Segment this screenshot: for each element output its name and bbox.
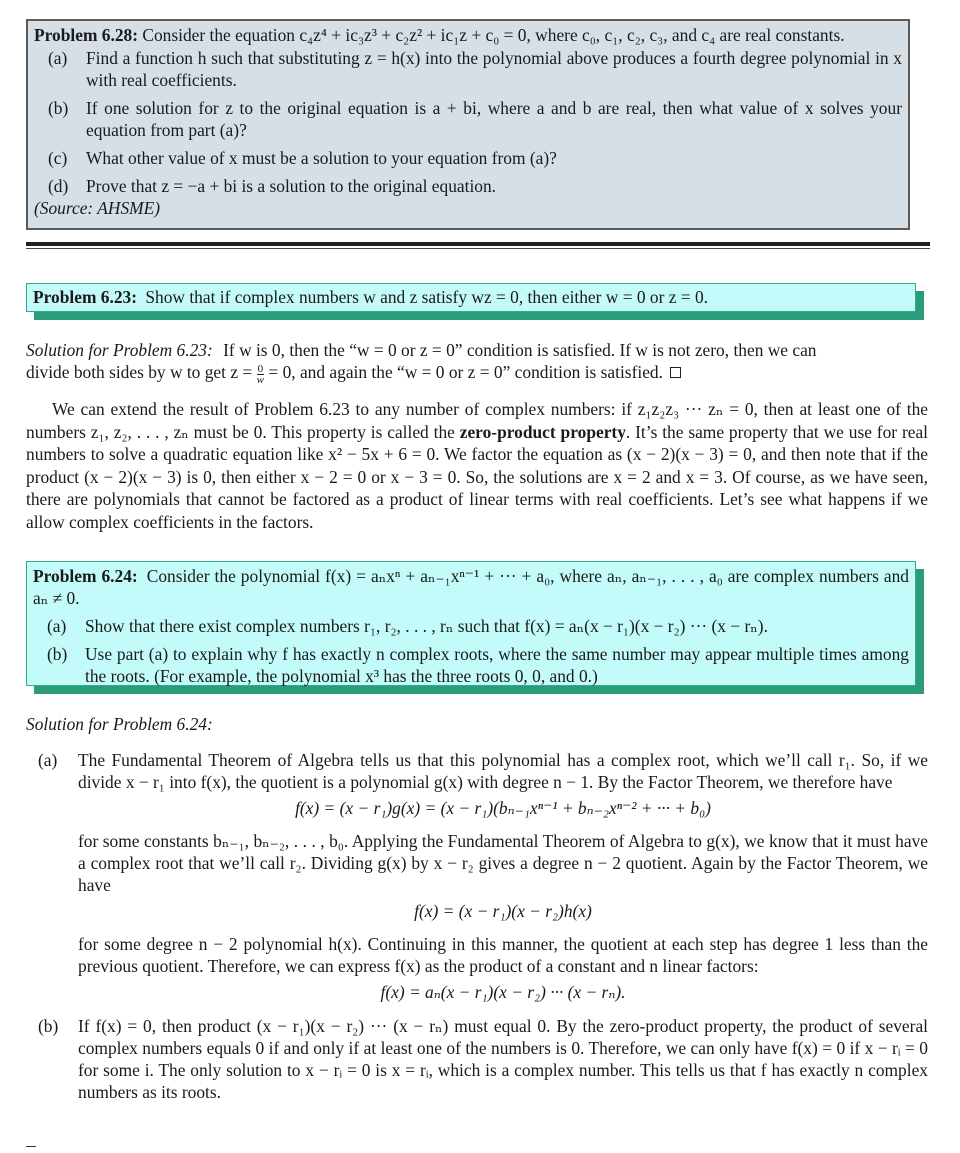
problem-6-28-part-a — [34, 47, 902, 91]
part-a-para-1: The Fundamental Theorem of Algebra tells us that this polynomial has a complex root, which we’ll call r₁. So, if we divide x − r₁ into f(x), the quotient is a polynomial g(x) with degree n − 1. By the Factor Theorem, we therefore have — [78, 750, 928, 792]
solution-6-23-text-2b: = 0, and again the “w = 0 or z = 0” condition is satisfied. — [268, 362, 663, 382]
solution-6-24 — [26, 713, 928, 1103]
solution-6-23-text-1: If w is 0, then the “w = 0 or z = 0” condition is satisfied. If w is not zero, then we can — [223, 340, 817, 360]
fraction-denominator: w — [256, 373, 264, 386]
part-text: Use part (a) to explain why f has exactly n complex roots, where the same number may appear multiple times among the roots. (For example, the polynomial x³ has the three roots 0, 0, and 0.) — [85, 644, 909, 686]
solution-6-24-part-b — [38, 1015, 928, 1103]
solution-6-24-part-a — [38, 749, 928, 1015]
problem-6-28-source: (Source: AHSME) — [34, 198, 161, 218]
equation-2: f(x) = (x − r₁)(x − r₂)h(x) — [414, 901, 592, 921]
solution-6-23-line1 — [26, 339, 928, 361]
part-label: (c) — [48, 148, 68, 168]
problem-6-28-title: Problem 6.28: — [34, 25, 139, 45]
solution-6-23-text-2a: divide both sides by w to get z = — [26, 362, 253, 382]
part-label: (b) — [38, 1016, 59, 1036]
part-label: (d) — [48, 176, 69, 196]
part-label: (a) — [38, 750, 58, 770]
part-a-body — [78, 749, 928, 1015]
zero-product-term: zero-product property — [459, 421, 626, 442]
part-text: Find a function h such that substituting z = h(x) into the polynomial above produces a fourth degree polynomial in x with real coefficients. — [86, 48, 902, 90]
solution-6-23 — [26, 339, 928, 385]
problem-6-24-intro — [33, 565, 909, 609]
fraction-numerator: 0 — [257, 362, 264, 375]
paragraph-part2: . It’s the same property that we use for real numbers to solve a quadratic equation like x² − 5x + 6 = 0. We factor the equation as (x − 2)(x − 3) = 0, and then note that if the product (x − 2)(x − 3) is 0, then either x − 2 = 0 or x − 3 = 0. So, the solutions are x = 2 and x = 3. Of course, as we have seen, there are polynomials that cannot be factored as a product of linear terms with real coefficients. Let’s see what happens if we allow complex coefficients in the factors. — [26, 421, 929, 532]
problem-6-28-part-c — [34, 147, 902, 169]
part-a-para-2: for some constants bₙ₋₁, bₙ₋₂, . . . , b₀. Applying the Fundamental Theorem of Algebra to g(x), we know that it must have a complex root that we’ll call r₂. Dividing g(x) by x − r₂ gives a degree n − 2 quotient. Again by the Factor Theorem, we have — [78, 831, 928, 895]
problem-6-28-part-d — [34, 175, 902, 197]
zero-product-paragraph — [26, 398, 928, 533]
problem-6-24-box — [26, 561, 916, 686]
part-label: (a) — [47, 616, 67, 636]
problem-6-23-text: Show that if complex numbers w and z satisfy wz = 0, then either w = 0 or z = 0. — [145, 287, 708, 307]
equation-1: f(x) = (x − r₁)g(x) = (x − r₁)(bₙ₋₁xⁿ⁻¹ + bₙ₋₂xⁿ⁻² + ··· + b₀) — [295, 798, 711, 818]
part-text: Show that there exist complex numbers r₁, r₂, . . . , rₙ such that f(x) = aₙ(x − r₁)(x − r₂) ··· (x − rₙ). — [85, 616, 768, 636]
solution-6-23-heading: Solution for Problem 6.23: — [26, 340, 213, 360]
page-edge-mark — [26, 1146, 36, 1147]
problem-6-28-intro — [34, 24, 902, 46]
solution-6-23-line2 — [26, 361, 928, 385]
part-label: (b) — [48, 98, 69, 118]
part-a-para-3: for some degree n − 2 polynomial h(x). Continuing in this manner, the quotient at each step has degree 1 less than the previous quotient. Therefore, we can express f(x) as the product of a constant and n linear factors: — [78, 934, 928, 976]
problem-6-24-intro-text: Consider the polynomial f(x) = aₙxⁿ + aₙ₋₁xⁿ⁻¹ + ··· + a₀, where aₙ, aₙ₋₁, . . . , a₀ are complex numbers and aₙ ≠ 0. — [33, 566, 909, 608]
qed-square-icon — [670, 367, 681, 378]
part-label: (b) — [47, 644, 68, 664]
problem-6-24-part-a — [33, 615, 909, 637]
problem-6-23-title: Problem 6.23: — [33, 287, 138, 307]
equation-3: f(x) = aₙ(x − r₁)(x − r₂) ··· (x − rₙ). — [380, 982, 626, 1002]
problem-6-24-title: Problem 6.24: — [33, 566, 138, 586]
problem-6-24-part-b — [33, 643, 909, 687]
paragraph-part1: We can extend the result of Problem 6.23 to any number of complex numbers: if z₁z₂z₃ ··· zₙ = 0, then at least one of the numbers z₁, z₂, . . . , zₙ must be 0. This property is called the — [26, 399, 928, 442]
section-divider-thick — [26, 242, 930, 246]
part-text: What other value of x must be a solution to your equation from (a)? — [86, 148, 557, 168]
part-label: (a) — [48, 48, 68, 68]
part-text: Prove that z = −a + bi is a solution to the original equation. — [86, 176, 497, 196]
part-b-text: If f(x) = 0, then product (x − r₁)(x − r₂) ··· (x − rₙ) must equal 0. By the zero-product property, the product of several complex numbers equals 0 if and only if at least one of the numbers is 0. Therefore, we can only have f(x) = 0 if x − rᵢ = 0 for some i. The only solution to x − rᵢ = 0 is x = rᵢ, which is a complex number. This tells us that f has exactly n complex numbers as its roots. — [78, 1016, 928, 1102]
problem-6-23-box — [26, 283, 916, 312]
problem-6-28-intro-text: Consider the equation c₄z⁴ + ic₃z³ + c₂z² + ic₁z + c₀ = 0, where c₀, c₁, c₂, c₃, and c₄ are real constants. — [142, 25, 845, 45]
part-text: If one solution for z to the original equation is a + bi, where a and b are real, then what value of x solves your equation from part (a)? — [86, 98, 902, 140]
solution-6-24-heading: Solution for Problem 6.24: — [26, 714, 213, 734]
fraction — [257, 364, 265, 385]
problem-6-28-part-b — [34, 97, 902, 141]
problem-6-28-box — [26, 19, 910, 230]
section-divider-thin — [26, 248, 930, 249]
